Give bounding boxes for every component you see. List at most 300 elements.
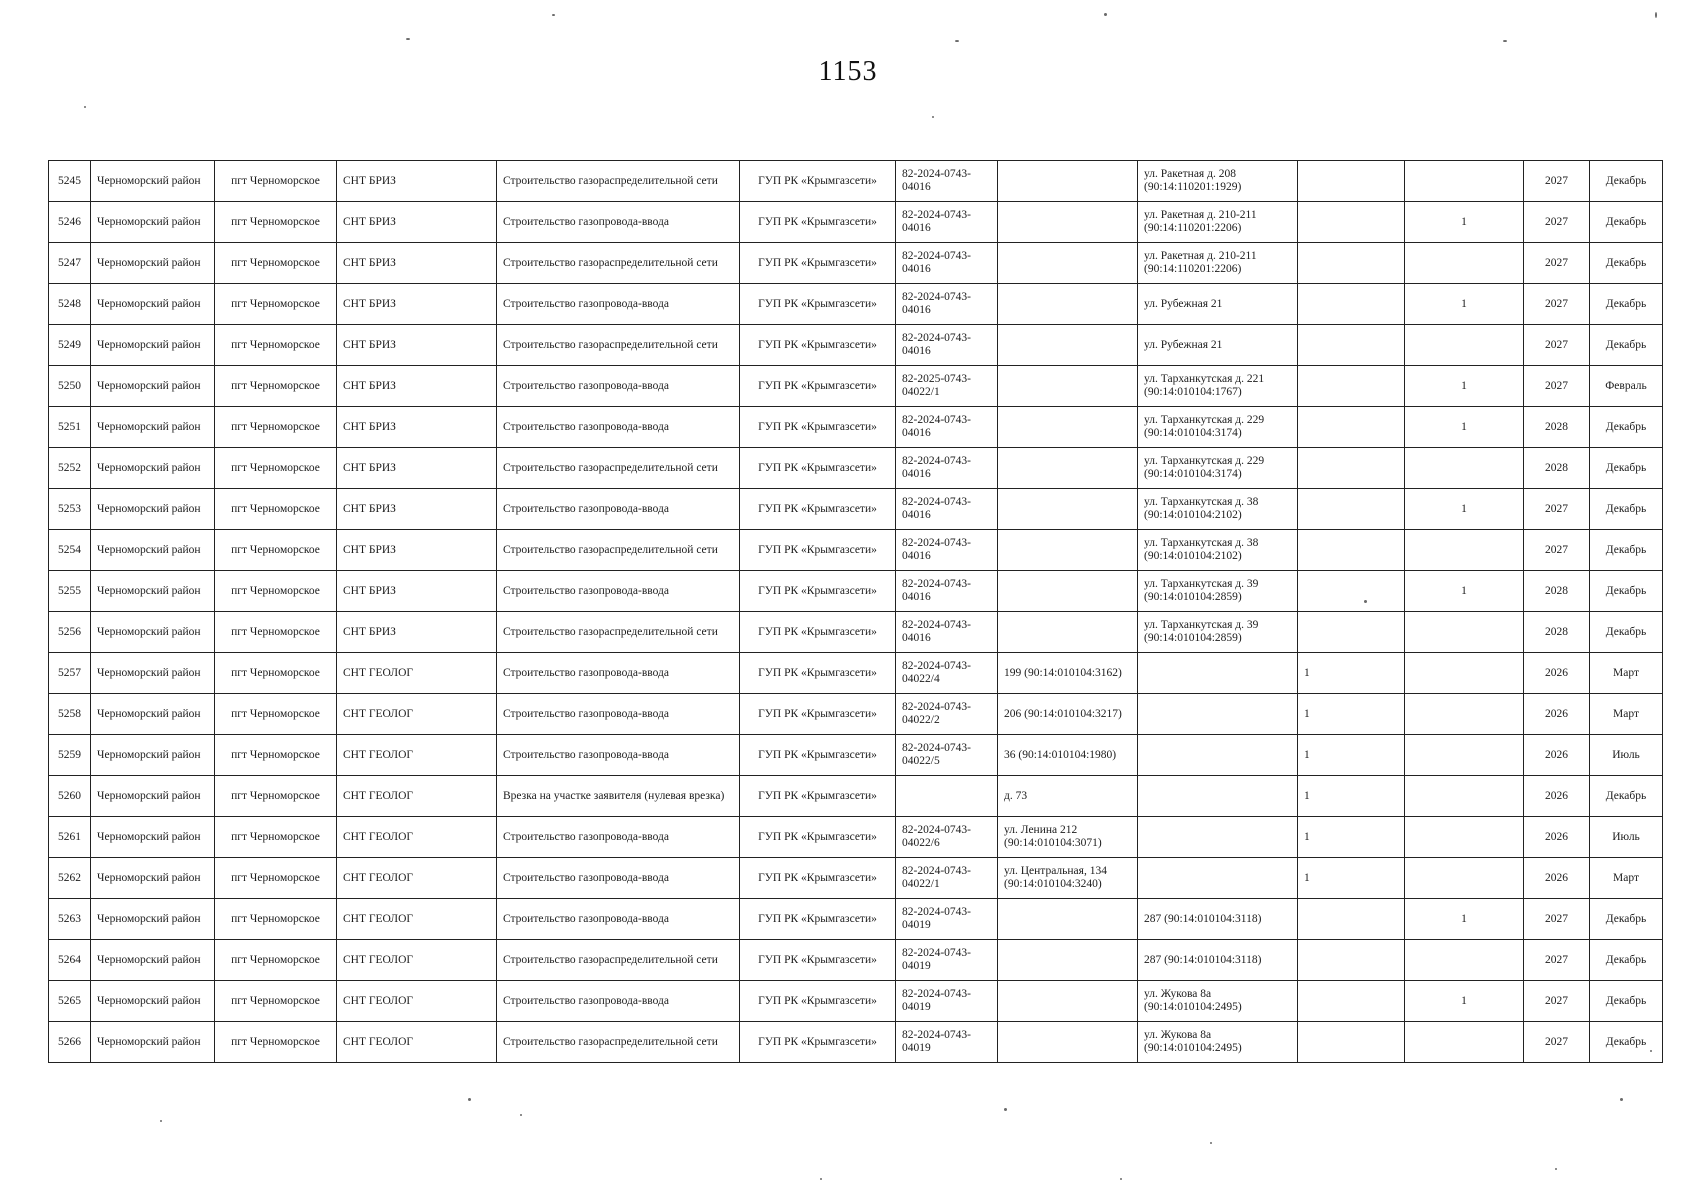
- address-cell: ул. Тарханкутская д. 221 (90:14:010104:1767): [1138, 366, 1298, 407]
- year-cell: 2027: [1524, 243, 1590, 284]
- organization-cell: ГУП РК «Крымгазсети»: [740, 448, 896, 489]
- district-cell: Черноморский район: [91, 366, 215, 407]
- organization-cell: ГУП РК «Крымгазсети»: [740, 284, 896, 325]
- organization-cell: ГУП РК «Крымгазсети»: [740, 489, 896, 530]
- snt-cell: СНТ ГЕОЛОГ: [337, 735, 497, 776]
- district-cell: Черноморский район: [91, 571, 215, 612]
- scan-speck: [1655, 12, 1657, 18]
- month-cell: Декабрь: [1590, 489, 1663, 530]
- snt-cell: СНТ ГЕОЛОГ: [337, 653, 497, 694]
- row-number: 5259: [49, 735, 91, 776]
- table-row: [49, 571, 1663, 612]
- address-cell: ул. Тарханкутская д. 39 (90:14:010104:2859): [1138, 612, 1298, 653]
- quantity-cell: [1405, 858, 1524, 899]
- address-cell: [998, 571, 1138, 612]
- month-cell: Декабрь: [1590, 530, 1663, 571]
- row-number: 5264: [49, 940, 91, 981]
- month-cell: Декабрь: [1590, 776, 1663, 817]
- address-cell: ул. Тарханкутская д. 229 (90:14:010104:3174): [1138, 407, 1298, 448]
- district-cell: Черноморский район: [91, 735, 215, 776]
- work-type-cell: Строительство газопровода-ввода: [497, 858, 740, 899]
- address-cell: ул. Ленина 212 (90:14:010104:3071): [998, 817, 1138, 858]
- settlement-cell: пгт Черноморское: [215, 571, 337, 612]
- month-cell: Июль: [1590, 735, 1663, 776]
- table-row: [49, 817, 1663, 858]
- year-cell: 2027: [1524, 1022, 1590, 1063]
- table-row: [49, 448, 1663, 489]
- organization-cell: ГУП РК «Крымгазсети»: [740, 571, 896, 612]
- quantity-cell: [1298, 571, 1405, 612]
- quantity-cell: 1: [1405, 202, 1524, 243]
- scan-speck: [552, 14, 555, 16]
- month-cell: Декабрь: [1590, 940, 1663, 981]
- quantity-cell: [1405, 735, 1524, 776]
- address-cell: [998, 202, 1138, 243]
- quantity-cell: [1298, 407, 1405, 448]
- contract-number-cell: 82-2024-0743-04019: [896, 981, 998, 1022]
- quantity-cell: 1: [1298, 735, 1405, 776]
- settlement-cell: пгт Черноморское: [215, 325, 337, 366]
- quantity-cell: 1: [1405, 571, 1524, 612]
- scan-speck: [160, 1120, 162, 1122]
- quantity-cell: 1: [1298, 694, 1405, 735]
- row-number: 5257: [49, 653, 91, 694]
- contract-number-cell: 82-2024-0743-04016: [896, 325, 998, 366]
- work-type-cell: Врезка на участке заявителя (нулевая врезка): [497, 776, 740, 817]
- snt-cell: СНТ БРИЗ: [337, 161, 497, 202]
- quantity-cell: [1298, 489, 1405, 530]
- work-type-cell: Строительство газопровода-ввода: [497, 366, 740, 407]
- address-cell: [998, 161, 1138, 202]
- scan-speck: [1210, 1142, 1212, 1144]
- address-cell: ул. Жукова 8а (90:14:010104:2495): [1138, 1022, 1298, 1063]
- row-number: 5251: [49, 407, 91, 448]
- address-cell: ул. Жукова 8а (90:14:010104:2495): [1138, 981, 1298, 1022]
- quantity-cell: 1: [1405, 407, 1524, 448]
- district-cell: Черноморский район: [91, 776, 215, 817]
- address-cell: ул. Ракетная д. 210-211 (90:14:110201:2206): [1138, 243, 1298, 284]
- district-cell: Черноморский район: [91, 858, 215, 899]
- contract-number-cell: 82-2024-0743-04019: [896, 899, 998, 940]
- organization-cell: ГУП РК «Крымгазсети»: [740, 694, 896, 735]
- table-row: [49, 981, 1663, 1022]
- quantity-cell: [1405, 243, 1524, 284]
- work-type-cell: Строительство газопровода-ввода: [497, 735, 740, 776]
- row-number: 5254: [49, 530, 91, 571]
- year-cell: 2026: [1524, 858, 1590, 899]
- table-row: [49, 735, 1663, 776]
- organization-cell: ГУП РК «Крымгазсети»: [740, 530, 896, 571]
- year-cell: 2027: [1524, 161, 1590, 202]
- quantity-cell: [1298, 202, 1405, 243]
- quantity-cell: [1405, 776, 1524, 817]
- quantity-cell: 1: [1405, 366, 1524, 407]
- address-cell: [998, 1022, 1138, 1063]
- row-number: 5260: [49, 776, 91, 817]
- year-cell: 2028: [1524, 407, 1590, 448]
- district-cell: Черноморский район: [91, 899, 215, 940]
- month-cell: Март: [1590, 858, 1663, 899]
- work-type-cell: Строительство газопровода-ввода: [497, 653, 740, 694]
- address-cell: [998, 489, 1138, 530]
- snt-cell: СНТ БРИЗ: [337, 284, 497, 325]
- row-number: 5256: [49, 612, 91, 653]
- table-row: [49, 530, 1663, 571]
- organization-cell: ГУП РК «Крымгазсети»: [740, 981, 896, 1022]
- table-row: [49, 366, 1663, 407]
- district-cell: Черноморский район: [91, 981, 215, 1022]
- address-cell: 287 (90:14:010104:3118): [1138, 940, 1298, 981]
- quantity-cell: 1: [1405, 981, 1524, 1022]
- quantity-cell: [1298, 284, 1405, 325]
- settlement-cell: пгт Черноморское: [215, 366, 337, 407]
- settlement-cell: пгт Черноморское: [215, 899, 337, 940]
- organization-cell: ГУП РК «Крымгазсети»: [740, 202, 896, 243]
- gas-connection-register-table: [48, 160, 1663, 1063]
- address-cell: 36 (90:14:010104:1980): [998, 735, 1138, 776]
- row-number: 5250: [49, 366, 91, 407]
- snt-cell: СНТ ГЕОЛОГ: [337, 776, 497, 817]
- quantity-cell: [1405, 448, 1524, 489]
- snt-cell: СНТ БРИЗ: [337, 448, 497, 489]
- month-cell: Декабрь: [1590, 202, 1663, 243]
- district-cell: Черноморский район: [91, 202, 215, 243]
- contract-number-cell: 82-2024-0743-04022/1: [896, 858, 998, 899]
- row-number: 5245: [49, 161, 91, 202]
- settlement-cell: пгт Черноморское: [215, 161, 337, 202]
- month-cell: Март: [1590, 653, 1663, 694]
- settlement-cell: пгт Черноморское: [215, 735, 337, 776]
- work-type-cell: Строительство газораспределительной сети: [497, 448, 740, 489]
- district-cell: Черноморский район: [91, 940, 215, 981]
- address-cell: [998, 243, 1138, 284]
- contract-number-cell: 82-2024-0743-04016: [896, 202, 998, 243]
- contract-number-cell: [896, 776, 998, 817]
- work-type-cell: Строительство газораспределительной сети: [497, 325, 740, 366]
- scan-speck: [932, 116, 934, 118]
- contract-number-cell: 82-2024-0743-04022/6: [896, 817, 998, 858]
- address-cell: [1138, 694, 1298, 735]
- scan-speck: [1555, 1168, 1557, 1170]
- contract-number-cell: 82-2024-0743-04016: [896, 407, 998, 448]
- settlement-cell: пгт Черноморское: [215, 981, 337, 1022]
- scan-speck: [1503, 40, 1507, 42]
- scan-speck: [1650, 1050, 1652, 1052]
- quantity-cell: 1: [1298, 776, 1405, 817]
- address-cell: ул. Рубежная 21: [1138, 284, 1298, 325]
- row-number: 5262: [49, 858, 91, 899]
- work-type-cell: Строительство газопровода-ввода: [497, 571, 740, 612]
- district-cell: Черноморский район: [91, 243, 215, 284]
- snt-cell: СНТ ГЕОЛОГ: [337, 981, 497, 1022]
- month-cell: Декабрь: [1590, 407, 1663, 448]
- quantity-cell: [1298, 325, 1405, 366]
- organization-cell: ГУП РК «Крымгазсети»: [740, 817, 896, 858]
- organization-cell: ГУП РК «Крымгазсети»: [740, 899, 896, 940]
- quantity-cell: [1405, 325, 1524, 366]
- address-cell: [998, 325, 1138, 366]
- scan-speck: [406, 38, 410, 40]
- table-row: [49, 1022, 1663, 1063]
- snt-cell: СНТ БРИЗ: [337, 612, 497, 653]
- year-cell: 2027: [1524, 981, 1590, 1022]
- address-cell: ул. Ракетная д. 210-211 (90:14:110201:2206): [1138, 202, 1298, 243]
- quantity-cell: [1298, 899, 1405, 940]
- month-cell: Март: [1590, 694, 1663, 735]
- organization-cell: ГУП РК «Крымгазсети»: [740, 858, 896, 899]
- address-cell: [998, 940, 1138, 981]
- month-cell: Декабрь: [1590, 161, 1663, 202]
- month-cell: Февраль: [1590, 366, 1663, 407]
- snt-cell: СНТ БРИЗ: [337, 489, 497, 530]
- row-number: 5246: [49, 202, 91, 243]
- address-cell: ул. Тарханкутская д. 38 (90:14:010104:2102): [1138, 530, 1298, 571]
- address-cell: [998, 612, 1138, 653]
- address-cell: 199 (90:14:010104:3162): [998, 653, 1138, 694]
- district-cell: Черноморский район: [91, 694, 215, 735]
- quantity-cell: [1405, 612, 1524, 653]
- scan-speck: [1364, 600, 1367, 603]
- row-number: 5265: [49, 981, 91, 1022]
- quantity-cell: [1298, 1022, 1405, 1063]
- year-cell: 2027: [1524, 489, 1590, 530]
- snt-cell: СНТ ГЕОЛОГ: [337, 694, 497, 735]
- settlement-cell: пгт Черноморское: [215, 284, 337, 325]
- quantity-cell: [1298, 981, 1405, 1022]
- settlement-cell: пгт Черноморское: [215, 448, 337, 489]
- address-cell: [1138, 653, 1298, 694]
- quantity-cell: [1298, 243, 1405, 284]
- table-row: [49, 407, 1663, 448]
- address-cell: ул. Центральная, 134 (90:14:010104:3240): [998, 858, 1138, 899]
- address-cell: ул. Тарханкутская д. 229 (90:14:010104:3174): [1138, 448, 1298, 489]
- contract-number-cell: 82-2024-0743-04016: [896, 530, 998, 571]
- year-cell: 2027: [1524, 940, 1590, 981]
- row-number: 5266: [49, 1022, 91, 1063]
- row-number: 5248: [49, 284, 91, 325]
- quantity-cell: [1298, 530, 1405, 571]
- quantity-cell: [1298, 161, 1405, 202]
- work-type-cell: Строительство газопровода-ввода: [497, 202, 740, 243]
- snt-cell: СНТ БРИЗ: [337, 571, 497, 612]
- address-cell: ул. Тарханкутская д. 39 (90:14:010104:2859): [1138, 571, 1298, 612]
- work-type-cell: Строительство газораспределительной сети: [497, 612, 740, 653]
- row-number: 5252: [49, 448, 91, 489]
- settlement-cell: пгт Черноморское: [215, 858, 337, 899]
- year-cell: 2027: [1524, 325, 1590, 366]
- work-type-cell: Строительство газораспределительной сети: [497, 940, 740, 981]
- organization-cell: ГУП РК «Крымгазсети»: [740, 612, 896, 653]
- year-cell: 2027: [1524, 202, 1590, 243]
- district-cell: Черноморский район: [91, 325, 215, 366]
- table-body: [49, 161, 1663, 1063]
- settlement-cell: пгт Черноморское: [215, 653, 337, 694]
- month-cell: Декабрь: [1590, 284, 1663, 325]
- table-row: [49, 940, 1663, 981]
- quantity-cell: [1405, 653, 1524, 694]
- address-cell: ул. Тарханкутская д. 38 (90:14:010104:2102): [1138, 489, 1298, 530]
- row-number: 5249: [49, 325, 91, 366]
- settlement-cell: пгт Черноморское: [215, 489, 337, 530]
- quantity-cell: [1298, 940, 1405, 981]
- settlement-cell: пгт Черноморское: [215, 612, 337, 653]
- address-cell: [998, 530, 1138, 571]
- address-cell: [998, 284, 1138, 325]
- quantity-cell: [1405, 694, 1524, 735]
- address-cell: [998, 366, 1138, 407]
- snt-cell: СНТ ГЕОЛОГ: [337, 940, 497, 981]
- quantity-cell: [1298, 366, 1405, 407]
- quantity-cell: 1: [1298, 817, 1405, 858]
- snt-cell: СНТ ГЕОЛОГ: [337, 817, 497, 858]
- year-cell: 2027: [1524, 530, 1590, 571]
- snt-cell: СНТ БРИЗ: [337, 366, 497, 407]
- work-type-cell: Строительство газопровода-ввода: [497, 981, 740, 1022]
- district-cell: Черноморский район: [91, 817, 215, 858]
- organization-cell: ГУП РК «Крымгазсети»: [740, 407, 896, 448]
- quantity-cell: 1: [1405, 899, 1524, 940]
- address-cell: [998, 899, 1138, 940]
- address-cell: [1138, 858, 1298, 899]
- quantity-cell: 1: [1298, 858, 1405, 899]
- table-row: [49, 284, 1663, 325]
- scan-speck: [955, 40, 959, 42]
- row-number: 5253: [49, 489, 91, 530]
- district-cell: Черноморский район: [91, 1022, 215, 1063]
- scan-speck: [520, 1114, 522, 1116]
- table-row: [49, 325, 1663, 366]
- contract-number-cell: 82-2024-0743-04022/5: [896, 735, 998, 776]
- year-cell: 2027: [1524, 366, 1590, 407]
- row-number: 5247: [49, 243, 91, 284]
- quantity-cell: [1405, 817, 1524, 858]
- quantity-cell: 1: [1405, 284, 1524, 325]
- month-cell: Декабрь: [1590, 243, 1663, 284]
- quantity-cell: [1405, 1022, 1524, 1063]
- contract-number-cell: 82-2024-0743-04016: [896, 571, 998, 612]
- settlement-cell: пгт Черноморское: [215, 530, 337, 571]
- table-row: [49, 653, 1663, 694]
- quantity-cell: [1298, 448, 1405, 489]
- work-type-cell: Строительство газопровода-ввода: [497, 407, 740, 448]
- scan-speck: [1620, 1098, 1623, 1101]
- contract-number-cell: 82-2024-0743-04022/4: [896, 653, 998, 694]
- table-row: [49, 694, 1663, 735]
- month-cell: Декабрь: [1590, 325, 1663, 366]
- contract-number-cell: 82-2024-0743-04016: [896, 448, 998, 489]
- settlement-cell: пгт Черноморское: [215, 817, 337, 858]
- snt-cell: СНТ БРИЗ: [337, 530, 497, 571]
- table-row: [49, 858, 1663, 899]
- work-type-cell: Строительство газораспределительной сети: [497, 161, 740, 202]
- month-cell: Декабрь: [1590, 981, 1663, 1022]
- scan-speck: [468, 1098, 471, 1101]
- snt-cell: СНТ ГЕОЛОГ: [337, 858, 497, 899]
- settlement-cell: пгт Черноморское: [215, 694, 337, 735]
- district-cell: Черноморский район: [91, 612, 215, 653]
- snt-cell: СНТ БРИЗ: [337, 243, 497, 284]
- district-cell: Черноморский район: [91, 161, 215, 202]
- quantity-cell: 1: [1405, 489, 1524, 530]
- contract-number-cell: 82-2024-0743-04016: [896, 612, 998, 653]
- month-cell: Июль: [1590, 817, 1663, 858]
- address-cell: ул. Ракетная д. 208 (90:14:110201:1929): [1138, 161, 1298, 202]
- organization-cell: ГУП РК «Крымгазсети»: [740, 243, 896, 284]
- table-row: [49, 161, 1663, 202]
- organization-cell: ГУП РК «Крымгазсети»: [740, 1022, 896, 1063]
- work-type-cell: Строительство газораспределительной сети: [497, 243, 740, 284]
- work-type-cell: Строительство газораспределительной сети: [497, 530, 740, 571]
- snt-cell: СНТ БРИЗ: [337, 202, 497, 243]
- year-cell: 2026: [1524, 694, 1590, 735]
- address-cell: [1138, 735, 1298, 776]
- month-cell: Декабрь: [1590, 571, 1663, 612]
- district-cell: Черноморский район: [91, 530, 215, 571]
- contract-number-cell: 82-2024-0743-04016: [896, 243, 998, 284]
- contract-number-cell: 82-2025-0743-04022/1: [896, 366, 998, 407]
- year-cell: 2027: [1524, 284, 1590, 325]
- district-cell: Черноморский район: [91, 407, 215, 448]
- year-cell: 2028: [1524, 612, 1590, 653]
- month-cell: Декабрь: [1590, 899, 1663, 940]
- settlement-cell: пгт Черноморское: [215, 1022, 337, 1063]
- row-number: 5255: [49, 571, 91, 612]
- year-cell: 2026: [1524, 653, 1590, 694]
- address-cell: [1138, 776, 1298, 817]
- settlement-cell: пгт Черноморское: [215, 776, 337, 817]
- table-row: [49, 489, 1663, 530]
- work-type-cell: Строительство газораспределительной сети: [497, 1022, 740, 1063]
- table-row: [49, 776, 1663, 817]
- district-cell: Черноморский район: [91, 284, 215, 325]
- year-cell: 2026: [1524, 776, 1590, 817]
- scan-speck: [1120, 1178, 1122, 1180]
- table-row: [49, 202, 1663, 243]
- page-number: 1153: [818, 56, 878, 87]
- address-cell: [998, 981, 1138, 1022]
- scan-speck: [1104, 13, 1107, 16]
- contract-number-cell: 82-2024-0743-04016: [896, 489, 998, 530]
- snt-cell: СНТ ГЕОЛОГ: [337, 899, 497, 940]
- contract-number-cell: 82-2024-0743-04016: [896, 284, 998, 325]
- month-cell: Декабрь: [1590, 448, 1663, 489]
- work-type-cell: Строительство газопровода-ввода: [497, 284, 740, 325]
- table-row: [49, 243, 1663, 284]
- organization-cell: ГУП РК «Крымгазсети»: [740, 325, 896, 366]
- quantity-cell: 1: [1298, 653, 1405, 694]
- month-cell: Декабрь: [1590, 1022, 1663, 1063]
- organization-cell: ГУП РК «Крымгазсети»: [740, 653, 896, 694]
- quantity-cell: [1405, 530, 1524, 571]
- month-cell: Декабрь: [1590, 612, 1663, 653]
- district-cell: Черноморский район: [91, 653, 215, 694]
- row-number: 5261: [49, 817, 91, 858]
- organization-cell: ГУП РК «Крымгазсети»: [740, 940, 896, 981]
- row-number: 5263: [49, 899, 91, 940]
- contract-number-cell: 82-2024-0743-04022/2: [896, 694, 998, 735]
- year-cell: 2028: [1524, 571, 1590, 612]
- address-cell: д. 73: [998, 776, 1138, 817]
- address-cell: 287 (90:14:010104:3118): [1138, 899, 1298, 940]
- address-cell: 206 (90:14:010104:3217): [998, 694, 1138, 735]
- scan-speck: [820, 1178, 822, 1180]
- contract-number-cell: 82-2024-0743-04019: [896, 1022, 998, 1063]
- snt-cell: СНТ БРИЗ: [337, 325, 497, 366]
- table-row: [49, 899, 1663, 940]
- settlement-cell: пгт Черноморское: [215, 243, 337, 284]
- organization-cell: ГУП РК «Крымгазсети»: [740, 366, 896, 407]
- year-cell: 2026: [1524, 735, 1590, 776]
